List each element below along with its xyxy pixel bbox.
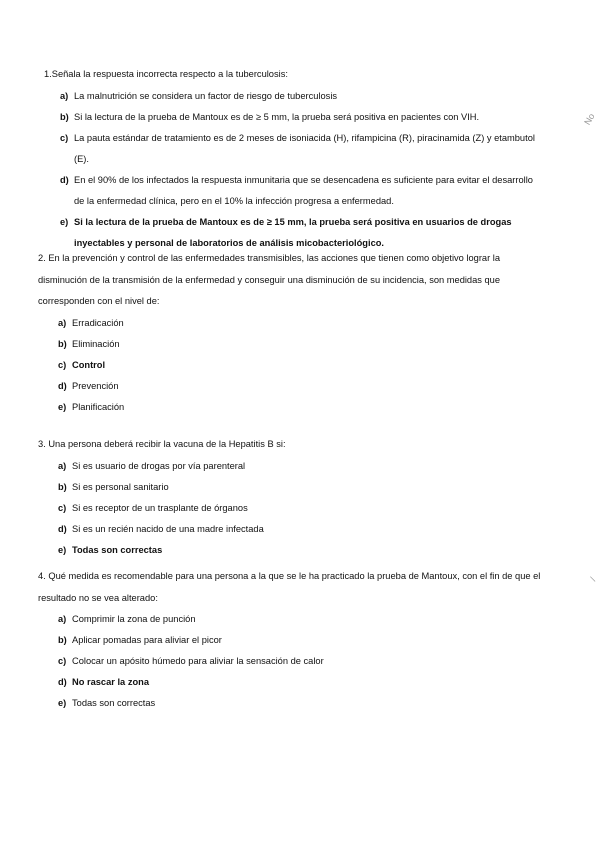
question-1-options xyxy=(40,86,545,254)
question-3-options xyxy=(38,456,543,561)
question-2 xyxy=(38,248,546,418)
question-2-options xyxy=(38,313,546,418)
question-1-option-e-correct: e) Si la lectura de la prueba de Mantoux es de ≥ 15 mm, la prueba será positiva en usuarios de drogas inyectables y personal de laboratorios de análisis micobacteriológico. xyxy=(60,216,512,248)
question-3 xyxy=(38,434,543,561)
margin-mark-top: No xyxy=(582,111,597,127)
question-3-option-a: a) Si es usuario de drogas por vía parenteral xyxy=(58,460,246,471)
question-1-option-b: b) Si la lectura de la prueba de Mantoux es de ≥ 5 mm, la prueba será positiva en pacientes con VIH. xyxy=(60,111,480,122)
question-3-text: 3. Una persona deberá recibir la vacuna de la Hepatitis B si: xyxy=(38,439,286,449)
question-2-option-e: e) Planificación xyxy=(58,401,125,412)
question-1 xyxy=(40,64,545,254)
question-4 xyxy=(38,566,546,714)
question-1-text: 1.Señala la respuesta incorrecta respecto a la tuberculosis: xyxy=(44,69,288,79)
question-3-option-b: b) Si es personal sanitario xyxy=(58,481,169,492)
margin-mark-bottom: / xyxy=(587,575,598,583)
question-2-text: 2. En la prevención y control de las enfermedades transmisibles, las acciones que tienen como objetivo lograr la disminución de la transmisión de la enfermedad y conseguir una disminución de su incidencia, son medidas que corresponden con el nivel de: xyxy=(38,253,501,306)
question-4-option-a: a) Comprimir la zona de punción xyxy=(58,614,196,624)
question-4-option-b: b) Aplicar pomadas para aliviar el picor xyxy=(58,635,222,645)
question-1-option-a: a) La malnutrición se considera un factor de riesgo de tuberculosis xyxy=(60,90,338,101)
question-4-option-d-correct: d) No rascar la zona xyxy=(58,677,149,687)
question-1-option-d: d) En el 90% de los infectados la respuesta inmunitaria que se desencadena es suficiente para evitar el desarrollo de la enfermedad clínica, pero en el 10% la infección progresa a enfermedad. xyxy=(60,174,533,206)
question-3-option-d: d) Si es un recién nacido de una madre infectada xyxy=(58,523,264,534)
question-3-option-e-correct: e) Todas son correctas xyxy=(58,544,163,555)
question-4-text: 4. Qué medida es recomendable para una persona a la que se le ha practicado la prueba de Mantoux, con el fin de que el resultado no se vea alterado: xyxy=(38,571,541,603)
question-2-option-b: b) Eliminación xyxy=(58,338,120,349)
question-1-option-c: c) La pauta estándar de tratamiento es de 2 meses de isoniacida (H), rifampicina (R), piracinamida (Z) y etambutol (E). xyxy=(60,132,535,164)
question-2-option-a: a) Erradicación xyxy=(58,317,124,328)
question-3-option-c: c) Si es receptor de un trasplante de órganos xyxy=(58,502,248,513)
question-2-option-d: d) Prevención xyxy=(58,380,119,391)
question-4-option-e: e) Todas son correctas xyxy=(58,698,156,708)
question-4-option-c: c) Colocar un apósito húmedo para aliviar la sensación de calor xyxy=(58,656,324,666)
question-2-option-c-correct: c) Control xyxy=(58,359,106,370)
question-4-options xyxy=(38,609,546,714)
